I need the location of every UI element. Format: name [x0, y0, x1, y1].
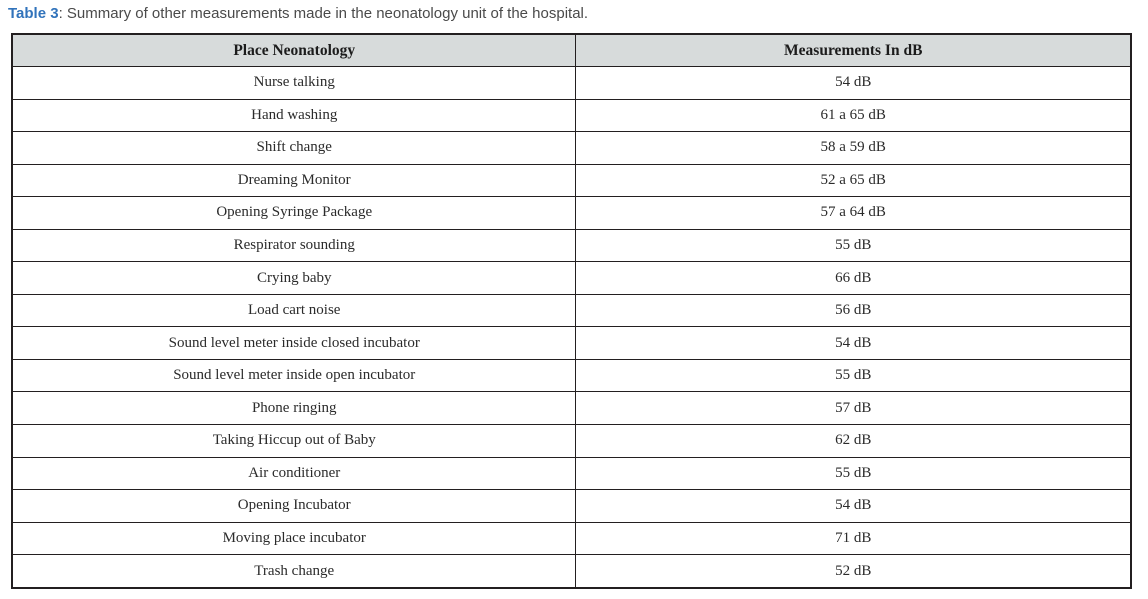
- table-row: [12, 99, 1131, 132]
- table-caption: [8, 5, 588, 22]
- cell-value: 55 dB: [576, 359, 1131, 392]
- table-caption-label: Table 3: [8, 5, 59, 22]
- header-row: [12, 34, 1131, 67]
- cell-place: Sound level meter inside closed incubator: [12, 327, 576, 360]
- cell-value: 54 dB: [576, 327, 1131, 360]
- cell-place: Sound level meter inside open incubator: [12, 359, 576, 392]
- table-row: [12, 522, 1131, 555]
- cell-place: Nurse talking: [12, 67, 576, 100]
- cell-place: Trash change: [12, 555, 576, 588]
- cell-value: 56 dB: [576, 294, 1131, 327]
- cell-value: 52 dB: [576, 555, 1131, 588]
- cell-place: Crying baby: [12, 262, 576, 295]
- cell-value: 54 dB: [576, 67, 1131, 100]
- cell-value: 71 dB: [576, 522, 1131, 555]
- table-row: [12, 392, 1131, 425]
- table-row: [12, 294, 1131, 327]
- cell-place: Phone ringing: [12, 392, 576, 425]
- col-header-place: Place Neonatology: [12, 34, 576, 67]
- cell-place: Load cart noise: [12, 294, 576, 327]
- cell-value: 54 dB: [576, 490, 1131, 523]
- cell-value: 58 a 59 dB: [576, 132, 1131, 165]
- cell-place: Dreaming Monitor: [12, 164, 576, 197]
- table-row: [12, 425, 1131, 458]
- table-row: [12, 197, 1131, 230]
- table-row: [12, 262, 1131, 295]
- table-row: [12, 67, 1131, 100]
- table-row: [12, 457, 1131, 490]
- table-row: [12, 229, 1131, 262]
- cell-place: Air conditioner: [12, 457, 576, 490]
- table-row: [12, 555, 1131, 588]
- cell-place: Respirator sounding: [12, 229, 576, 262]
- cell-value: 61 a 65 dB: [576, 99, 1131, 132]
- cell-place: Opening Incubator: [12, 490, 576, 523]
- table-row: [12, 164, 1131, 197]
- cell-place: Moving place incubator: [12, 522, 576, 555]
- col-header-measurement: Measurements In dB: [576, 34, 1131, 67]
- cell-value: 55 dB: [576, 229, 1131, 262]
- cell-value: 52 a 65 dB: [576, 164, 1131, 197]
- cell-value: 57 dB: [576, 392, 1131, 425]
- cell-value: 57 a 64 dB: [576, 197, 1131, 230]
- cell-value: 55 dB: [576, 457, 1131, 490]
- cell-value: 62 dB: [576, 425, 1131, 458]
- table-row: [12, 490, 1131, 523]
- cell-place: Shift change: [12, 132, 576, 165]
- cell-place: Hand washing: [12, 99, 576, 132]
- cell-value: 66 dB: [576, 262, 1131, 295]
- table-row: [12, 359, 1131, 392]
- table-caption-text: : Summary of other measurements made in the neonatology unit of the hospital.: [58, 5, 589, 22]
- cell-place: Opening Syringe Package: [12, 197, 576, 230]
- cell-place: Taking Hiccup out of Baby: [12, 425, 576, 458]
- measurements-table: [11, 33, 1132, 589]
- table-row: [12, 327, 1131, 360]
- table-row: [12, 132, 1131, 165]
